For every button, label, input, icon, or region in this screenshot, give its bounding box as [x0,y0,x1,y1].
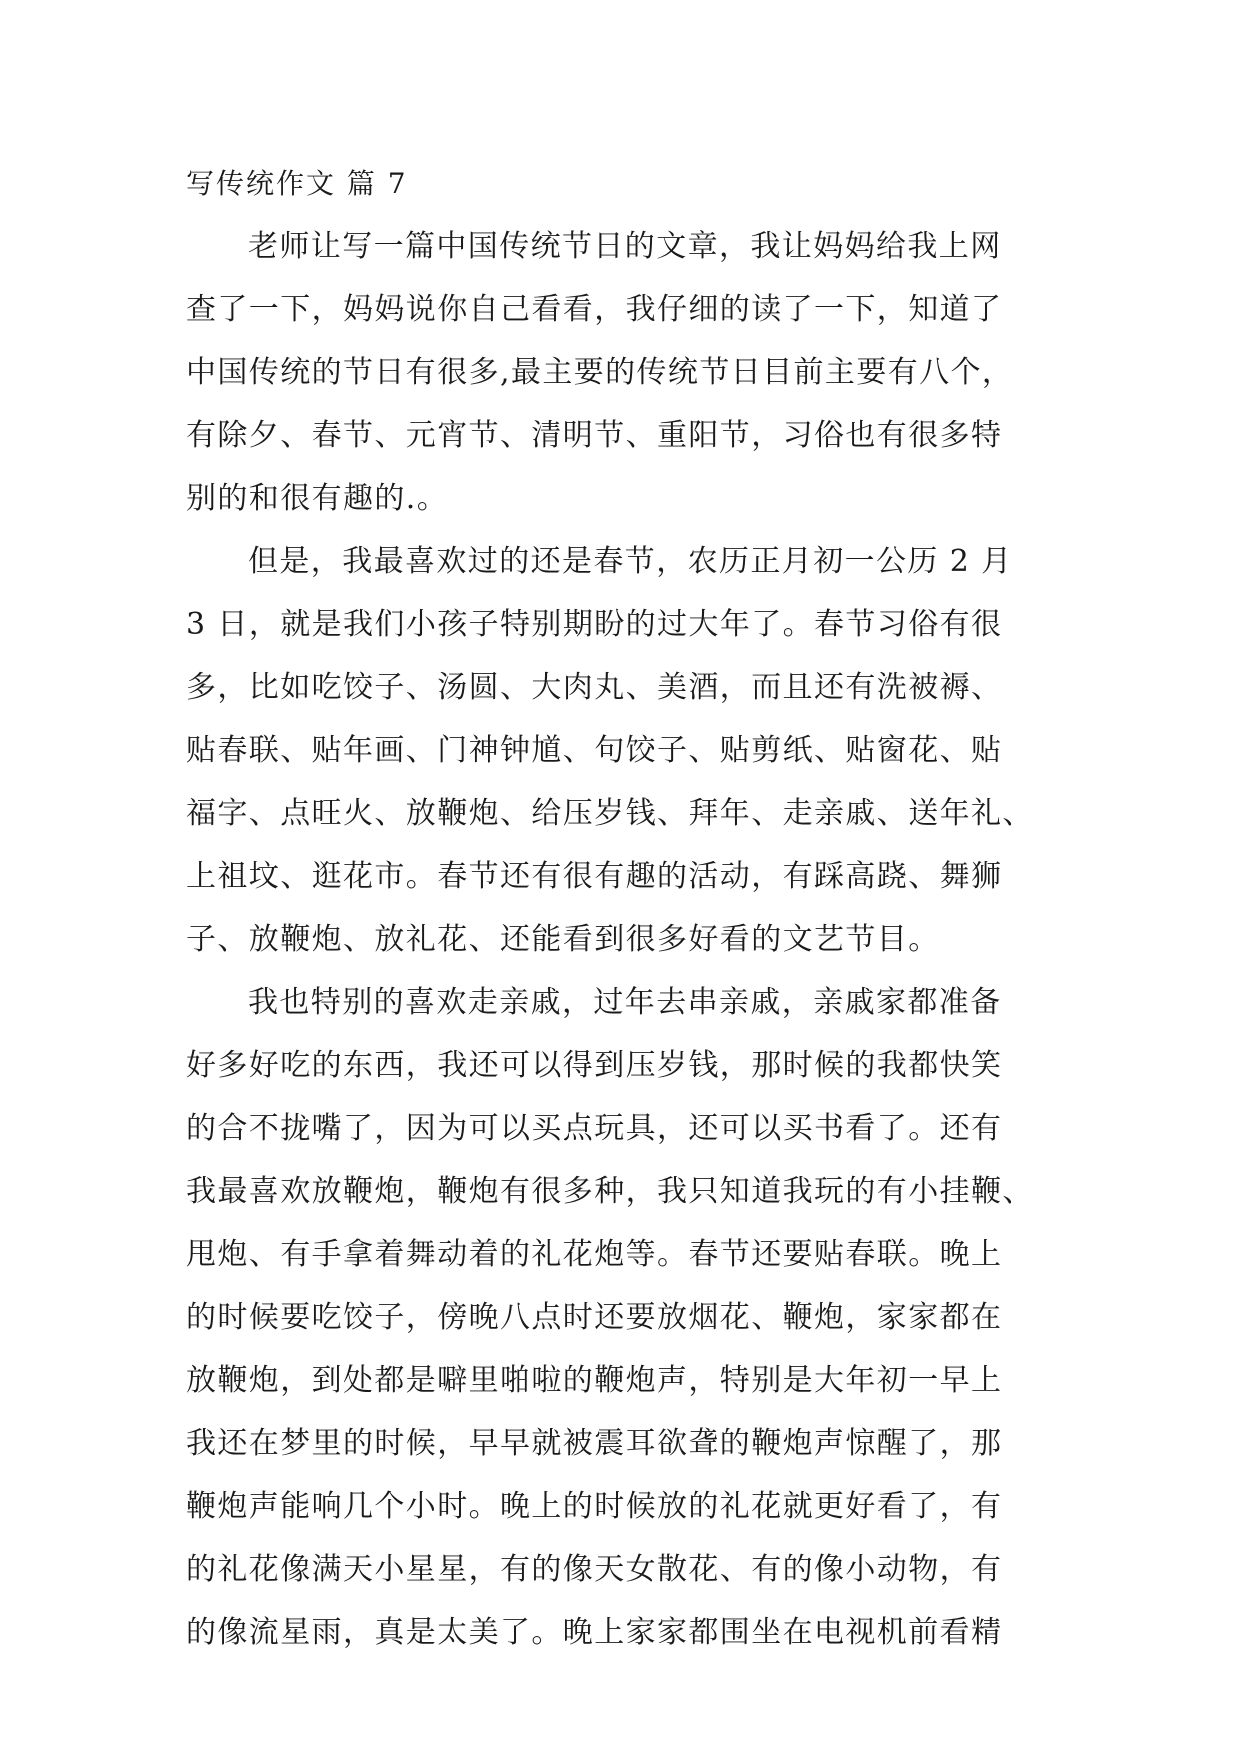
paragraph-2-line-7: 子、放鞭炮、放礼花、还能看到很多好看的文艺节目。 [186,922,940,957]
paragraph-2-line-2: 3 日，就是我们小孩子特别期盼的过大年了。春节习俗有很 [186,607,1003,642]
paragraph-3-line-1: 我也特别的喜欢走亲戚，过年去串亲戚，亲戚家都准备 [248,985,1002,1020]
paragraph-3-line-4: 我最喜欢放鞭炮，鞭炮有很多种，我只知道我玩的有小挂鞭、 [186,1174,1034,1209]
paragraph-3-line-2: 好多好吃的东西，我还可以得到压岁钱，那时候的我都快笑 [186,1048,1003,1083]
paragraph-3-line-8: 我还在梦里的时候，早早就被震耳欲聋的鞭炮声惊醒了，那 [186,1426,1003,1461]
paragraph-2-line-4: 贴春联、贴年画、门神钟馗、句饺子、贴剪纸、贴窗花、贴 [186,733,1003,768]
paragraph-3-line-9: 鞭炮声能响几个小时。晚上的时候放的礼花就更好看了，有 [186,1489,1003,1524]
paragraph-3-line-11: 的像流星雨，真是太美了。晚上家家都围坐在电视机前看精 [186,1615,1003,1650]
paragraph-3-line-7: 放鞭炮，到处都是噼里啪啦的鞭炮声，特别是大年初一早上 [186,1363,1003,1398]
paragraph-3-line-5: 甩炮、有手拿着舞动着的礼花炮等。春节还要贴春联。晚上 [186,1237,1003,1272]
document-title: 写传统作文 篇 7 [186,167,408,200]
paragraph-1-line-5: 别的和很有趣的.。 [186,481,449,516]
paragraph-2-line-1: 但是，我最喜欢过的还是春节，农历正月初一公历 2 月 [248,544,1013,579]
paragraph-1-line-2: 查了一下，妈妈说你自己看看，我仔细的读了一下，知道了 [186,292,1003,327]
paragraph-2-line-6: 上祖坟、逛花市。春节还有很有趣的活动，有踩高跷、舞狮 [186,859,1003,894]
paragraph-3-line-10: 的礼花像满天小星星，有的像天女散花、有的像小动物，有 [186,1552,1003,1587]
paragraph-1-line-1: 老师让写一篇中国传统节日的文章，我让妈妈给我上网 [248,229,1002,264]
paragraph-2-line-3: 多，比如吃饺子、汤圆、大肉丸、美酒，而且还有洗被褥、 [186,670,1003,705]
paragraph-3-line-3: 的合不拢嘴了，因为可以买点玩具，还可以买书看了。还有 [186,1111,1003,1146]
paragraph-3-line-6: 的时候要吃饺子，傍晚八点时还要放烟花、鞭炮，家家都在 [186,1300,1003,1335]
paragraph-1-line-4: 有除夕、春节、元宵节、清明节、重阳节，习俗也有很多特 [186,418,1003,453]
paragraph-2-line-5: 福字、点旺火、放鞭炮、给压岁钱、拜年、走亲戚、送年礼、 [186,796,1034,831]
paragraph-1-line-3: 中国传统的节日有很多,最主要的传统节日目前主要有八个， [186,355,1014,390]
